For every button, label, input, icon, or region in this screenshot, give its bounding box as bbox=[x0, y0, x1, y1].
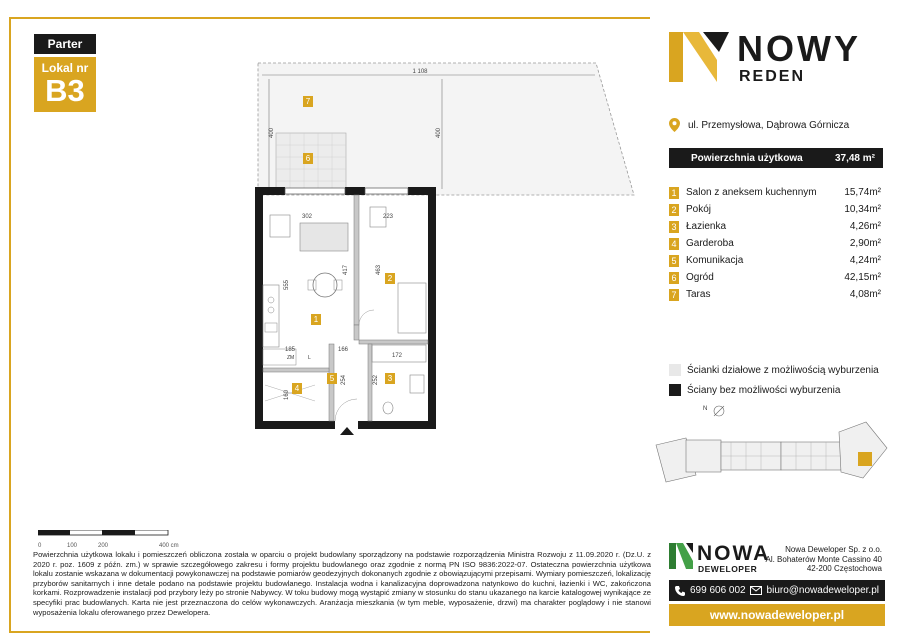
usable-area-value: 37,48 m² bbox=[834, 152, 875, 164]
nowa-logo-icon bbox=[669, 543, 693, 569]
room-marker-6: 6 bbox=[305, 154, 311, 163]
room-area: 2,90m² bbox=[849, 238, 881, 249]
dim-417: 417 bbox=[343, 264, 349, 275]
website-link[interactable]: www.nowadeweloper.pl bbox=[669, 604, 885, 626]
bed bbox=[398, 283, 426, 333]
scale-tick-200: 200 bbox=[98, 543, 109, 549]
company-line: Nowa Deweloper Sp. z o.o. bbox=[785, 545, 882, 554]
scale-tick-400: 400 cm bbox=[159, 543, 179, 549]
legend-swatch-light bbox=[669, 364, 681, 376]
contact-bar bbox=[669, 580, 885, 601]
legend-label: Ścianki działowe z możliwością wyburzenia bbox=[687, 364, 879, 376]
email-address: biuro@nowadeweloper.pl bbox=[766, 585, 879, 596]
unit-number: B3 bbox=[45, 73, 85, 108]
scale-tick-0: 0 bbox=[38, 543, 42, 549]
legend-swatch-dark bbox=[669, 384, 681, 396]
phone-contact[interactable] bbox=[675, 585, 746, 596]
partition-vertical bbox=[354, 195, 359, 325]
list-item bbox=[669, 218, 881, 235]
wall-left bbox=[255, 187, 263, 429]
company-address bbox=[760, 545, 882, 574]
room-number: 3 bbox=[669, 221, 679, 233]
room-number: 5 bbox=[669, 255, 679, 267]
room-number: 7 bbox=[669, 289, 679, 301]
unit-badge bbox=[34, 57, 96, 112]
dim-172: 172 bbox=[392, 353, 403, 359]
company-line: 42-200 Częstochowa bbox=[806, 564, 882, 574]
floor-plan bbox=[240, 55, 640, 440]
disclaimer-text: Powierzchnia użytkowa lokalu i pomieszczeń obliczona została w oparciu o projekt budowlany sporządzony na podstawie rozporządzenia Ministra Rozwoju z 11.09.2020 r. (Dz.U. z 2020 r. poz. 1609 z późn. zm.) w sprawie szczegółowego zakresu i formy projektu budowlanego oraz zgodnie z normą PN ISO 9836:2022-07. Ostateczna powierzchnia użytkowa lokalu zostanie wskazana w dokumentacji powykonawczej na podstawie pomiarów geodezyjnych dokonanych zgodnie z obowiązującymi przepisami. Wymiary pomieszczeń, lokalizację przyborów sanitarnych i inne detale podano na podstawie projektu budowlanego. Instalacja wodna i kanalizacyjna doprowadzona natynkowo do kuchni, łazienki i WC, zakończona korkami. Rozprowadzenie instalacji pod przybory leży po stronie Nabywcy. W toku budowy mogą wystąpić zmiany w stosunku do stanu ukazanego na karcie katalogowej wynikające ze specyfiki prac budowlanych. Karta nie jest przeznaczona do celów wykonawczych. Aranżacja mieszkania (w tym meble, wyposażenie, drzwi) ma charakter poglądowy i nie stanowi wyposażenia lokalu oferowanego przez Dewelopera. bbox=[33, 550, 651, 617]
entrance-marker bbox=[340, 427, 354, 435]
dim-223: 223 bbox=[383, 214, 394, 220]
room-marker-5: 5 bbox=[329, 374, 335, 383]
room-area: 4,24m² bbox=[849, 255, 881, 266]
partition-room2 bbox=[354, 325, 359, 340]
floor-badge: Parter bbox=[34, 34, 96, 54]
room-area: 15,74m² bbox=[844, 187, 881, 198]
address bbox=[669, 118, 849, 132]
developer-logo-sub: DEWELOPER bbox=[698, 564, 758, 574]
phone-number: 699 606 002 bbox=[690, 585, 746, 596]
north-label: N bbox=[703, 406, 708, 412]
dim-302: 302 bbox=[302, 214, 313, 220]
developer-logo-main: NOWA bbox=[697, 542, 771, 565]
room-marker-2: 2 bbox=[387, 274, 393, 283]
legend-label: Ściany bez możliwości wyburzenia bbox=[687, 384, 841, 396]
room-marker-1: 1 bbox=[313, 315, 319, 324]
wall-bottom-right bbox=[358, 421, 436, 429]
dim-garden-height-left: 400 bbox=[269, 127, 275, 139]
wall-right bbox=[428, 187, 436, 429]
building-key-plan bbox=[651, 400, 891, 490]
partition-bath-left bbox=[368, 344, 372, 421]
unit-location-highlight bbox=[858, 452, 872, 466]
dim-185: 185 bbox=[285, 347, 296, 353]
dim-555: 555 bbox=[284, 279, 290, 290]
list-item bbox=[669, 252, 881, 269]
developer-logo bbox=[669, 542, 771, 574]
list-item bbox=[669, 286, 881, 303]
room-name: Ogród bbox=[686, 272, 714, 283]
room-area: 4,26m² bbox=[849, 221, 881, 232]
wall-top-mid bbox=[345, 187, 365, 195]
unit-label: Lokal nr bbox=[41, 61, 89, 75]
room-number: 2 bbox=[669, 204, 679, 216]
dim-160: 160 bbox=[284, 389, 290, 400]
room-name: Garderoba bbox=[686, 238, 734, 249]
fixture-label-zm: ZM bbox=[287, 355, 295, 361]
room-marker-4: 4 bbox=[294, 384, 300, 393]
disclaimer-notes bbox=[33, 550, 651, 617]
dim-252: 252 bbox=[373, 374, 379, 385]
dim-463: 463 bbox=[376, 264, 382, 275]
scale-bar bbox=[38, 523, 178, 553]
room-name: Taras bbox=[686, 289, 711, 300]
scale-tick-100: 100 bbox=[67, 543, 78, 549]
list-item bbox=[669, 269, 881, 286]
project-subname: REDEN bbox=[739, 68, 806, 85]
room-marker-7: 7 bbox=[305, 97, 311, 106]
company-line: Al. Bohaterów Monte Cassino 40 bbox=[765, 554, 882, 564]
list-item bbox=[669, 184, 881, 201]
dim-166: 166 bbox=[338, 347, 349, 353]
room-name: Łazienka bbox=[686, 221, 727, 232]
location-pin-icon bbox=[669, 118, 680, 132]
partition-wardrobe bbox=[263, 368, 329, 372]
email-contact[interactable] bbox=[750, 585, 879, 596]
room-area: 10,34m² bbox=[844, 204, 881, 215]
phone-icon bbox=[675, 586, 685, 596]
partition-bath-top bbox=[359, 340, 428, 344]
usable-area-header bbox=[669, 148, 883, 168]
room-number: 4 bbox=[669, 238, 679, 250]
mail-icon bbox=[750, 586, 762, 595]
wall-bottom-left bbox=[255, 421, 335, 429]
wall-legend bbox=[669, 360, 879, 400]
usable-area-label: Powierzchnia użytkowa bbox=[691, 152, 803, 164]
list-item bbox=[669, 235, 881, 252]
list-item bbox=[669, 201, 881, 218]
dining-table bbox=[313, 273, 337, 297]
room-number: 1 bbox=[669, 187, 679, 199]
nowy-reden-logo-icon bbox=[669, 30, 729, 82]
room-name: Komunikacja bbox=[686, 255, 744, 266]
address-text: ul. Przemysłowa, Dąbrowa Górnicza bbox=[688, 119, 850, 131]
dim-garden-height-right: 400 bbox=[436, 127, 442, 139]
scale-bar-graphic bbox=[38, 530, 178, 536]
sofa bbox=[300, 223, 348, 251]
dim-254: 254 bbox=[341, 374, 347, 385]
project-name: NOWY bbox=[737, 28, 861, 69]
fixture-label-l: L bbox=[308, 355, 311, 361]
room-number: 6 bbox=[669, 272, 679, 284]
room-marker-3: 3 bbox=[387, 374, 393, 383]
legend-item bbox=[669, 380, 879, 400]
kitchen-counter bbox=[263, 285, 279, 347]
legend-item bbox=[669, 360, 879, 380]
room-name: Salon z aneksem kuchennym bbox=[686, 187, 817, 198]
room-area: 4,08m² bbox=[849, 289, 881, 300]
room-list bbox=[669, 184, 881, 303]
dim-garden-width: 1 108 bbox=[412, 69, 428, 75]
room-name: Pokój bbox=[686, 204, 712, 215]
project-logo bbox=[669, 28, 861, 87]
room-area: 42,15m² bbox=[844, 272, 881, 283]
